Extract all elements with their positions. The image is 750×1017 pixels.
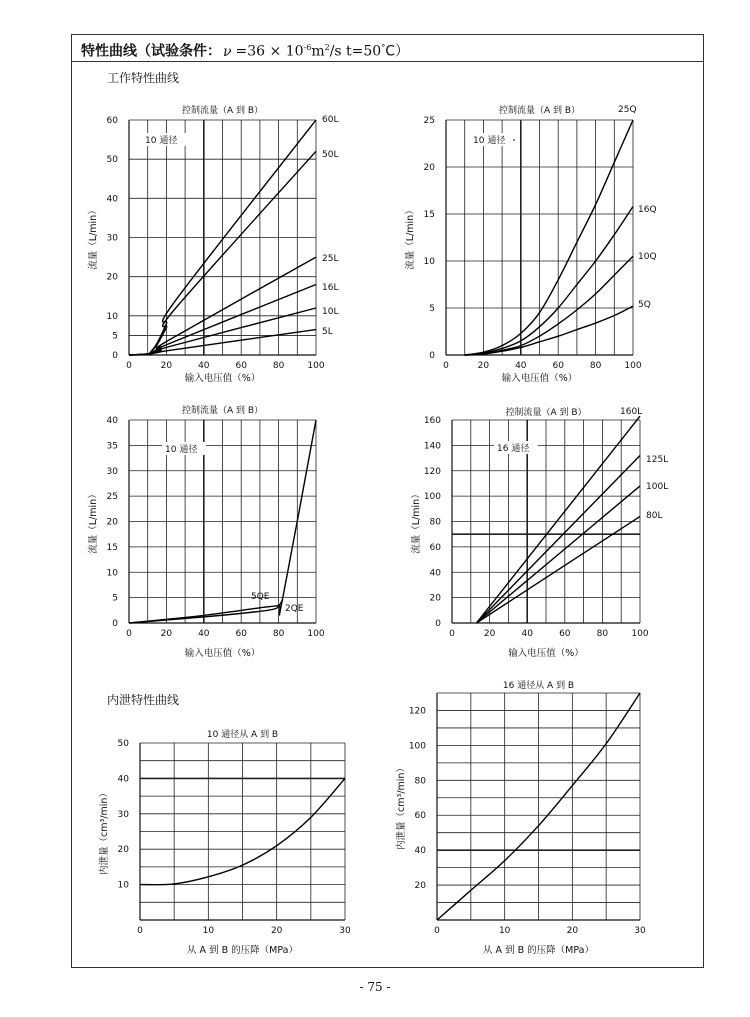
- series-label: 80L: [646, 511, 663, 521]
- x-tick-label: 20: [566, 926, 579, 936]
- y-tick-label: 40: [429, 568, 441, 579]
- y-tick-label: 160: [423, 416, 441, 426]
- x-tick-label: 0: [126, 629, 132, 639]
- y-tick-label: 10: [423, 257, 435, 267]
- header-condition-unit-exponent: 2: [324, 43, 330, 52]
- y-tick-label: 30: [106, 466, 118, 477]
- x-tick-label: 20: [160, 361, 173, 371]
- x-tick-label: 0: [443, 361, 449, 371]
- y-tick-label: 20: [106, 272, 118, 283]
- y-tick-label: 140: [423, 441, 441, 452]
- y-tick-label: 30: [117, 809, 129, 820]
- header-nu-symbol: ν: [223, 43, 232, 60]
- x-tick-label: 0: [137, 926, 143, 936]
- y-tick-label: 5: [112, 593, 118, 604]
- series-label: 5Q: [638, 300, 651, 310]
- y-tick-label: 10: [117, 880, 129, 891]
- x-tick-label: 60: [235, 361, 247, 371]
- chart-3: [87, 404, 325, 659]
- series-line-2QE: [129, 600, 282, 623]
- chart-title: 控制流量（A 到 B）: [181, 106, 264, 116]
- header-condition-exponent: -6: [303, 43, 312, 52]
- x-tick-label: 100: [307, 361, 325, 371]
- chart-title: 控制流量（A 到 B）: [181, 406, 264, 416]
- y-tick-label: 5: [112, 331, 118, 342]
- y-tick-label: 60: [429, 542, 441, 553]
- series-label: 100L: [646, 482, 669, 492]
- x-tick-label: 0: [126, 361, 132, 371]
- x-tick-label: 100: [631, 629, 649, 639]
- x-tick-label: 30: [339, 926, 351, 936]
- series-label: 60L: [322, 115, 339, 125]
- y-tick-label: 100: [423, 492, 441, 503]
- series-line-80L: [476, 516, 640, 623]
- header-condition-value: =36 × 10: [235, 43, 304, 60]
- chart-4: [410, 406, 668, 659]
- x-tick-label: 100: [307, 629, 325, 639]
- x-tick-label: 80: [596, 629, 609, 639]
- y-axis-label: 内泄量（cm³/min）: [99, 788, 110, 875]
- series-line-100L: [476, 486, 640, 623]
- x-tick-label: 20: [483, 629, 496, 639]
- y-tick-label: 50: [117, 739, 129, 749]
- x-tick-label: 20: [270, 926, 283, 936]
- y-tick-label: 20: [423, 163, 435, 173]
- x-tick-label: 40: [198, 629, 210, 639]
- y-tick-label: 120: [408, 706, 426, 717]
- chart-title: 10 通径从 A 到 B: [206, 730, 279, 740]
- x-tick-label: 100: [624, 361, 642, 371]
- y-tick-label: 0: [112, 619, 118, 629]
- chart-title: 控制流量（A 到 B）: [498, 106, 581, 116]
- x-axis-label: 输入电压值（%）: [508, 648, 584, 659]
- annotation-label: 10 通径: [473, 136, 506, 146]
- series-line-10Q: [465, 256, 633, 355]
- series-label: 5L: [322, 327, 333, 337]
- x-tick-label: 0: [434, 926, 440, 936]
- page-number: - 75 -: [359, 980, 391, 994]
- header-degree-symbol: °: [381, 43, 386, 52]
- series-line-16Q: [465, 206, 633, 355]
- x-tick-label: 80: [272, 629, 285, 639]
- series-label: 5QE: [251, 592, 270, 602]
- y-tick-label: 0: [429, 351, 435, 361]
- section-title-working: 工作特性曲线: [107, 71, 180, 85]
- series-label: 10L: [322, 307, 339, 317]
- section-title-leakage: 内泄特性曲线: [107, 693, 180, 707]
- y-tick-label: 20: [429, 593, 441, 604]
- series-label: 160L: [620, 407, 643, 417]
- header-condition-temperature: /s t=50: [329, 43, 382, 60]
- y-tick-label: 20: [106, 517, 118, 528]
- y-axis-label: 流量（L/min）: [411, 489, 422, 554]
- x-tick-label: 60: [235, 629, 247, 639]
- x-tick-label: 80: [272, 361, 285, 371]
- y-tick-label: 120: [423, 466, 441, 477]
- chart-6: [395, 679, 646, 956]
- y-axis-label: 流量（L/min）: [88, 205, 99, 270]
- y-tick-label: 10: [106, 568, 118, 579]
- chart-title: 16 通径从 A 到 B: [502, 681, 575, 691]
- series-label: 50L: [322, 150, 339, 160]
- x-axis-label: 从 A 到 B 的压降（MPa）: [483, 945, 594, 956]
- header-condition-end: C）: [385, 43, 409, 60]
- x-axis-label: 输入电压值（%）: [184, 648, 261, 659]
- x-tick-label: 30: [634, 926, 646, 936]
- x-tick-label: 60: [559, 629, 571, 639]
- y-tick-label: 60: [106, 116, 118, 126]
- y-tick-label: 25: [106, 492, 118, 503]
- y-tick-label: 40: [117, 774, 129, 785]
- x-tick-label: 0: [449, 629, 455, 639]
- x-axis-label: 输入电压值（%）: [501, 373, 578, 384]
- y-tick-label: 25: [423, 116, 435, 126]
- series-label: 2QE: [285, 604, 304, 614]
- series-label: 16Q: [638, 205, 657, 215]
- x-tick-label: 10: [498, 926, 511, 936]
- y-tick-label: 40: [414, 846, 426, 857]
- y-tick-label: 40: [106, 194, 118, 205]
- y-tick-label: 30: [106, 233, 118, 244]
- series-label: 25L: [322, 254, 339, 264]
- y-tick-label: 20: [414, 881, 426, 892]
- y-tick-label: 50: [106, 155, 118, 166]
- x-axis-label: 从 A 到 B 的压降（MPa）: [187, 945, 298, 956]
- y-tick-label: 0: [435, 619, 441, 629]
- y-tick-label: 5: [429, 304, 435, 314]
- series-label: 16L: [322, 283, 339, 293]
- y-tick-label: 80: [414, 776, 426, 787]
- x-tick-label: 40: [521, 629, 533, 639]
- x-tick-label: 60: [552, 361, 564, 371]
- y-tick-label: 15: [423, 210, 435, 220]
- y-axis-label: 内泄量（cm³/min）: [396, 763, 407, 850]
- y-axis-label: 流量（L/min）: [88, 489, 99, 554]
- y-tick-label: 20: [117, 845, 129, 856]
- header-title: 特性曲线（试验条件：: [81, 43, 221, 60]
- y-tick-label: 40: [106, 416, 118, 426]
- x-tick-label: 40: [515, 361, 527, 371]
- series-label: 25Q: [618, 105, 637, 115]
- chart-title: 控制流量（A 到 B）: [505, 408, 587, 418]
- chart-2: [404, 104, 657, 384]
- x-tick-label: 80: [589, 361, 602, 371]
- annotation-label: 10 通径: [165, 445, 198, 455]
- series-label: 125L: [646, 455, 669, 465]
- annotation-label: 16 通径: [497, 444, 530, 454]
- y-tick-label: 15: [106, 542, 118, 553]
- y-tick-label: 60: [414, 811, 426, 822]
- y-axis-label: 流量（L/min）: [405, 205, 416, 270]
- y-tick-label: 80: [429, 517, 441, 528]
- y-tick-label: 35: [106, 441, 118, 452]
- chart-5: [98, 728, 351, 956]
- y-tick-label: 100: [408, 741, 426, 752]
- header-condition-unit: m: [311, 43, 325, 60]
- series-line-25Q: [465, 120, 633, 355]
- x-tick-label: 40: [198, 361, 210, 371]
- annotation-label: 10 通径: [145, 136, 178, 146]
- series-label: 10Q: [638, 252, 657, 262]
- x-tick-label: 10: [202, 926, 215, 936]
- x-axis-label: 输入电压值（%）: [184, 373, 261, 384]
- y-tick-label: 0: [112, 351, 118, 361]
- x-tick-label: 20: [160, 629, 173, 639]
- x-tick-label: 20: [477, 361, 490, 371]
- y-tick-label: 10: [106, 311, 118, 322]
- chart-1: [87, 104, 338, 384]
